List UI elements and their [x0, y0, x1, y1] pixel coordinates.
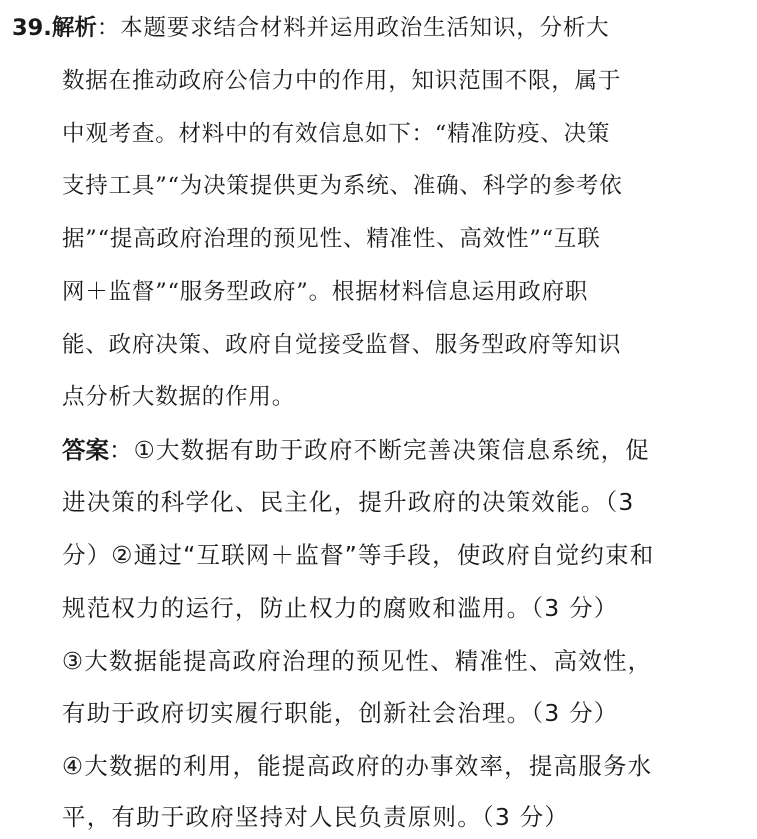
answer-line-8: 平，有助于政府坚持对人民负责原则。（3 分） — [62, 803, 570, 831]
question-number: 39. — [12, 15, 52, 41]
analysis-line-8: 点分析大数据的作用。 — [62, 384, 296, 410]
analysis-line-5: 据”“提高政府治理的预见性、精准性、高效性”“互联 — [62, 226, 601, 252]
answer-line-6: 有助于政府切实履行职能，创新社会治理。（3 分） — [62, 699, 619, 727]
answer-line-2: 进决策的科学化、民主化，提升政府的决策效能。（3 — [62, 488, 635, 516]
analysis-line-6: 网＋监督”“服务型政府”。根据材料信息运用政府职 — [62, 279, 589, 305]
analysis-line-4: 支持工具”“为决策提供更为系统、准确、科学的参考依 — [62, 173, 623, 199]
analysis-line-1 — [12, 8, 742, 48]
analysis-text: ：本题要求结合材料并运用政治生活知识，分析大 — [96, 15, 610, 41]
analysis-label: 解析 — [51, 15, 97, 41]
analysis-line-7: 能、政府决策、政府自觉接受监督、服务型政府等知识 — [62, 332, 622, 358]
answer-line-7: ④大数据的利用，能提高政府的办事效率，提高服务水 — [62, 752, 653, 780]
answer-line-5: ③大数据能提高政府治理的预见性、精准性、高效性， — [62, 647, 653, 675]
analysis-line-2: 数据在推动政府公信力中的作用，知识范围不限，属于 — [62, 68, 622, 94]
answer-line-1 — [62, 430, 742, 470]
answer-label: 答案 — [62, 436, 109, 464]
answer-line-4: 规范权力的运行，防止权力的腐败和滥用。（3 分） — [62, 594, 619, 622]
answer-text: ：①大数据有助于政府不断完善决策信息系统，促 — [109, 436, 650, 464]
answer-line-3: 分）②通过“互联网＋监督”等手段，使政府自觉约束和 — [62, 541, 655, 569]
analysis-line-3: 中观考查。材料中的有效信息如下：“精准防疫、决策 — [62, 121, 611, 147]
